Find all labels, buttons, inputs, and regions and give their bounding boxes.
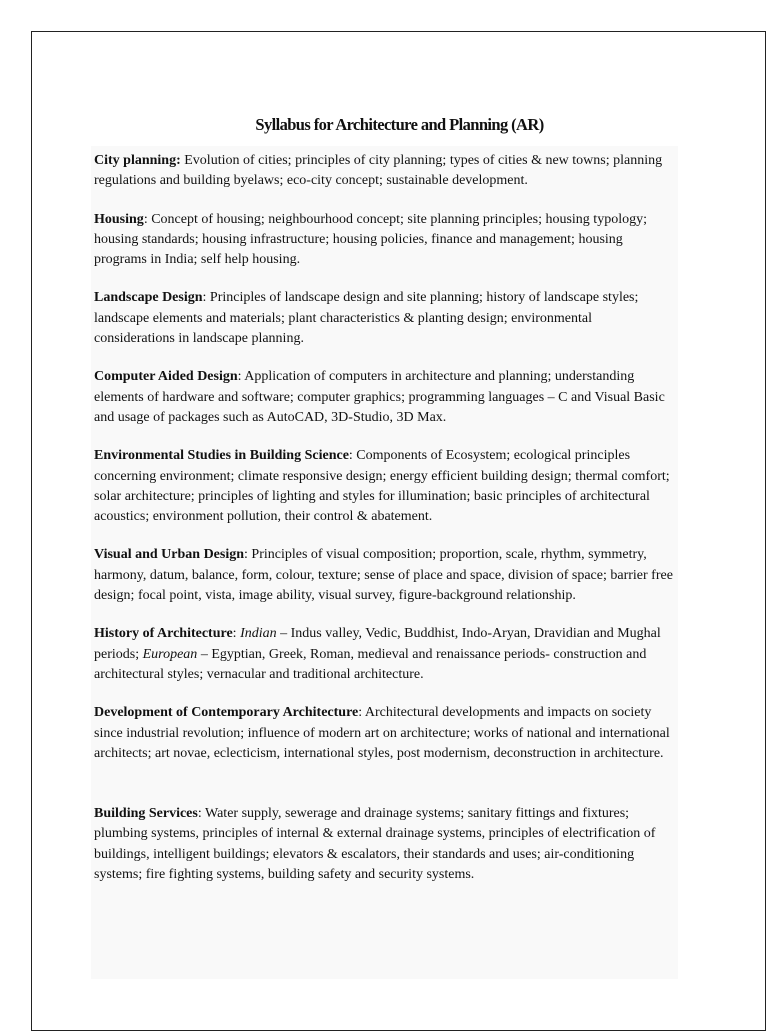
section-text: : Principles of visual composition; proportion, scale, rhythm, symmetry, harmony, datum, balance, form, colour, texture; sense of place and space, division of space; barrier free design; focal point, vista, image ability, visual survey, figure-background relationship. bbox=[94, 547, 673, 604]
section-text: : Concept of housing; neighbourhood concept; site planning principles; housing typology; housing standards; housing infrastructure; housing policies, finance and management; housing programs in India; self help housing. bbox=[94, 211, 647, 268]
section-heading: History of Architecture bbox=[94, 626, 233, 642]
section-italic-term: European bbox=[142, 646, 198, 662]
section-heading: City planning: bbox=[94, 153, 181, 168]
section-text: : Components of Ecosystem; ecological principles concerning environment; climate responsive design; energy efficient building design; thermal comfort; solar architecture; principles of lighting and styles for illumination; basic principles of architectural acoustics; environment pollution, their control & abatement. bbox=[94, 448, 670, 525]
section-housing bbox=[94, 210, 675, 271]
section-text: : Application of computers in architecture and planning; understanding elements of hardware and software; computer graphics; programming languages – C and Visual Basic and usage of packages such as AutoCAD, 3D-Studio, 3D Max. bbox=[94, 369, 665, 425]
section-history-of-architecture bbox=[94, 624, 675, 685]
section-heading: Environmental Studies in Building Science bbox=[94, 448, 349, 464]
section-heading: Development of Contemporary Architecture bbox=[94, 705, 359, 721]
section-text: : Water supply, sewerage and drainage systems; sanitary fittings and fixtures; plumbing systems, principles of internal & external drainage systems, principles of electrification of buildings, intelligent buildings; elevators & escalators, their standards and uses; air-conditioning systems; fire fighting systems, building safety and security systems. bbox=[94, 806, 656, 883]
section-heading: Computer Aided Design bbox=[94, 369, 238, 385]
section-text: : bbox=[232, 626, 241, 642]
section-city-planning bbox=[94, 151, 675, 192]
section-landscape-design bbox=[94, 288, 675, 349]
section-text: : Architectural developments and impacts on society since industrial revolution; influence of modern art on architecture; works of national and international architects; art novae, eclecticism, international styles, post modernism, deconstruction in architecture. bbox=[94, 705, 670, 761]
section-heading: Housing bbox=[94, 211, 144, 227]
section-heading: Landscape Design bbox=[94, 290, 203, 306]
section-italic-term: Indian bbox=[240, 626, 277, 642]
section-text: – Indus valley, Vedic, Buddhist, Indo-Aryan, Dravidian and Mughal periods; bbox=[94, 626, 661, 662]
section-environmental-studies bbox=[94, 446, 675, 527]
section-text: – Egyptian, Greek, Roman, medieval and renaissance periods- construction and architectural styles; vernacular and traditional architecture. bbox=[94, 646, 647, 682]
syllabus-content bbox=[91, 146, 678, 979]
section-heading: Building Services bbox=[94, 806, 198, 822]
document-page bbox=[31, 31, 766, 1031]
section-text: Evolution of cities; principles of city planning; types of cities & new towns; planning regulations and building byelaws; eco-city concept; sustainable development. bbox=[94, 153, 663, 189]
section-heading: Visual and Urban Design bbox=[94, 547, 245, 563]
section-computer-aided-design bbox=[94, 367, 675, 428]
page-title: Syllabus for Architecture and Planning (AR) bbox=[255, 115, 544, 134]
section-visual-urban-design bbox=[94, 545, 675, 606]
section-text: : Principles of landscape design and site planning; history of landscape styles; landscape elements and materials; plant characteristics & planting design; environmental considerations in landscape planning. bbox=[94, 290, 639, 347]
section-building-services bbox=[94, 804, 675, 885]
section-contemporary-architecture bbox=[94, 703, 675, 764]
